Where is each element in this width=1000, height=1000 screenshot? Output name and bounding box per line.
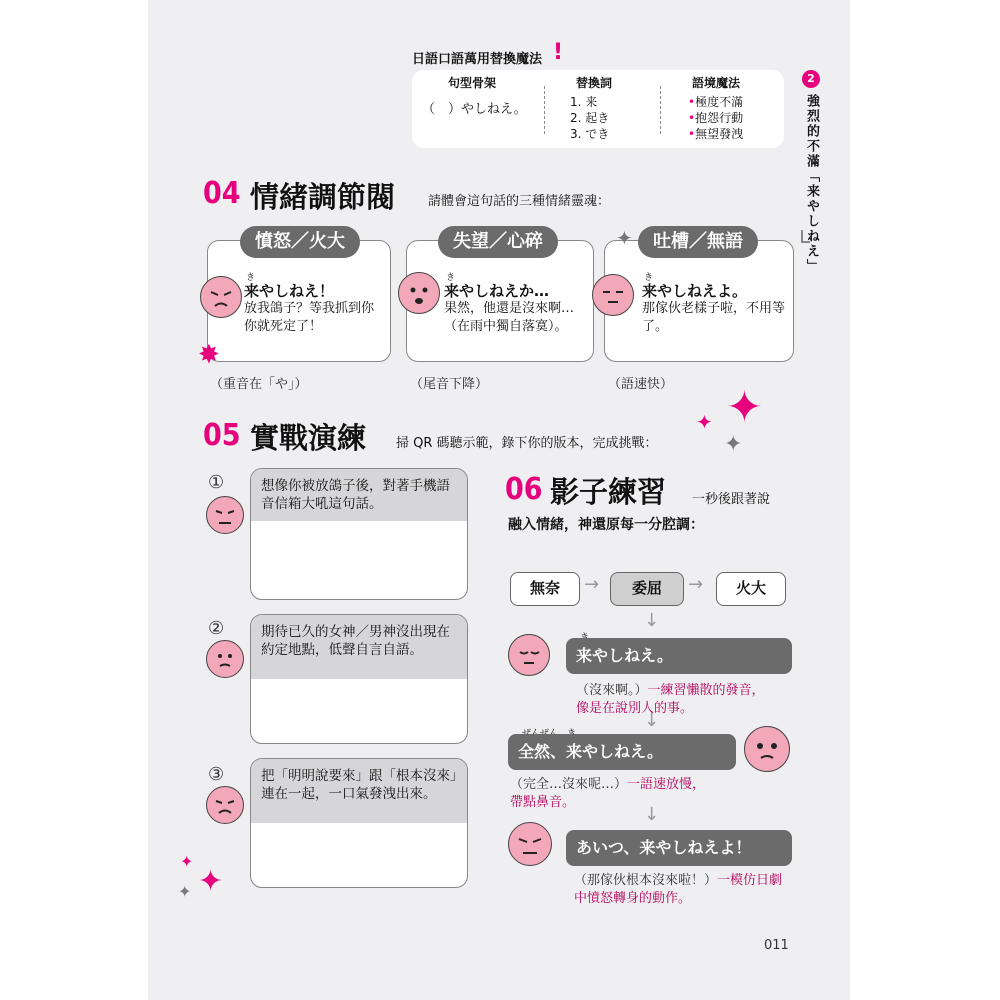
pattern-text: （ ）やしねえ。: [422, 102, 527, 117]
shadow-desc-3: [574, 872, 790, 908]
pill-disappointment: 失望／心碎: [438, 226, 558, 258]
flow-step-aggrieved: 委屈: [610, 572, 684, 606]
col-header-pattern: 句型骨架: [448, 76, 497, 90]
section-04-subtitle: 請體會這句話的三種情緒靈魂：: [428, 194, 611, 209]
section-06-intro: 融入情緒，神還原每一分腔調：: [508, 517, 704, 533]
pill-speechless: 吐槽／無語: [638, 226, 758, 258]
card-anger-body: 放我鴿子？等我抓到你你就死定了！: [244, 301, 375, 334]
practice-box-3[interactable]: [250, 758, 468, 888]
shadow-desc-1-jp: （沒來啊。）: [576, 683, 648, 698]
ruby-ki: き: [246, 273, 256, 283]
arrow-down-icon: ↓: [644, 804, 660, 825]
teary-face-icon: [744, 726, 790, 772]
col-header-replacements: 替換詞: [576, 76, 613, 90]
section-05-number: 05: [203, 418, 241, 453]
item-number: ①: [208, 472, 225, 493]
corner-bracket-icon: [800, 228, 812, 244]
arrow-right-icon: →: [688, 574, 704, 595]
sparkle-icon: ✦: [180, 852, 194, 871]
section-05-subtitle: 掃 QR 碼聽示範，錄下你的版本，完成挑戰：: [396, 436, 658, 451]
angry-face-icon: [206, 786, 244, 824]
shadow-line-1: 来やしねえ。: [566, 638, 792, 674]
chapter-badge: 2: [802, 70, 820, 88]
card-disappointment-body: 果然，他還是沒來啊…（在雨中獨自落寞）。: [444, 301, 575, 334]
shadow-desc-3-tip: 一模仿日劇: [717, 873, 783, 888]
shy-face-icon: [206, 640, 244, 678]
context-3: 無望發洩: [695, 127, 744, 141]
shadow-desc-3-tip2: 中憤怒轉身的動作。: [574, 891, 692, 906]
arrow-right-icon: →: [584, 574, 600, 595]
col-header-contexts: 語境魔法: [692, 76, 741, 90]
card-anger-phrase: 来やしねえ！: [244, 282, 335, 300]
practice-prompt-3: 把「明明說要來」跟「根本沒來」連在一起，一口氣發洩出來。: [251, 759, 467, 823]
divider: [660, 86, 661, 134]
shadow-desc-2-tip2: 帶點鼻音。: [510, 795, 576, 810]
shadow-desc-2: [510, 776, 740, 812]
sparkle-icon: ✦: [726, 382, 763, 433]
furious-face-icon: [508, 822, 552, 866]
replacement-2: 2. 起き: [570, 111, 610, 125]
arrow-down-icon: ↓: [644, 710, 660, 731]
divider: [544, 86, 545, 134]
card-anger-note: （重音在「や」）: [210, 377, 308, 392]
bullet-icon: •: [688, 95, 696, 109]
context-2: 抱怨行動: [695, 111, 744, 125]
card-speechless-body: 那傢伙老樣子啦，不用等了。: [642, 301, 786, 334]
header-title: 日語口語萬用替換魔法: [412, 52, 543, 67]
sparkle-icon: ✦: [178, 882, 192, 901]
section-04-title: 情緒調節閥: [250, 180, 396, 214]
replacement-1: 1. 来: [570, 95, 598, 109]
shadow-line-2: 全然、来やしねえ。: [508, 734, 736, 770]
burst-icon: ✸: [198, 340, 220, 370]
practice-box-1[interactable]: [250, 468, 468, 600]
deadpan-face-icon: [592, 274, 634, 316]
shadow-line-3: あいつ、来やしねえよ！: [566, 830, 792, 866]
bullet-icon: •: [688, 111, 696, 125]
page-number: 011: [764, 938, 789, 953]
card-speechless-phrase: 来やしねえよ。: [642, 282, 748, 300]
sparkle-icon: ✦: [616, 226, 633, 250]
item-number: ②: [208, 618, 225, 639]
shadow-desc-1-tip: 一練習懶散的發音，: [647, 683, 765, 698]
flow-step-resigned: 無奈: [510, 572, 580, 606]
card-disappointment-phrase: 来やしねえか…: [444, 282, 550, 300]
sparkle-icon: ✦: [696, 410, 713, 434]
section-05-title: 實戰演練: [250, 421, 367, 455]
flow-step-furious: 火大: [716, 572, 786, 606]
shadow-desc-3-jp: （那傢伙根本沒來啦！）: [574, 873, 718, 888]
angry-face-icon: [206, 496, 244, 534]
pattern-table: [412, 70, 784, 148]
section-06-title: 影子練習: [550, 475, 667, 509]
replacement-3: 3. でき: [570, 127, 610, 141]
arrow-down-icon: ↓: [644, 610, 660, 631]
header-exclaim: !: [553, 40, 564, 65]
ruby-ki: き: [446, 273, 456, 283]
section-04-number: 04: [203, 176, 241, 211]
item-number: ③: [208, 764, 225, 785]
card-speechless-note: （語速快）: [608, 377, 674, 392]
bullet-icon: •: [688, 127, 696, 141]
ruby-ki: き: [644, 273, 654, 283]
shadow-desc-1: [576, 682, 786, 718]
sparkle-icon: ✦: [724, 432, 743, 457]
section-06-subtitle: 一秒後跟著說: [692, 492, 771, 507]
shadow-desc-1-tip2: 像是在說別人的事。: [576, 701, 694, 716]
context-1: 極度不滿: [695, 95, 744, 109]
angry-face-icon: [200, 276, 242, 318]
practice-prompt-1: 想像你被放鴿子後，對著手機語音信箱大吼這句話。: [251, 469, 467, 521]
practice-prompt-2: 期待已久的女神／男神沒出現在約定地點，低聲自言自語。: [251, 615, 467, 679]
card-disappointment-note: （尾音下降）: [410, 377, 489, 392]
pill-anger: 憤怒／火大: [240, 226, 360, 258]
chapter-title-vertical: 強烈的不滿「来やしねえ」: [804, 94, 819, 274]
resigned-face-icon: [508, 634, 550, 676]
shadow-desc-2-jp: （完全…沒來呢…）: [510, 777, 628, 792]
sad-face-icon: [398, 272, 440, 314]
section-06-number: 06: [505, 472, 543, 507]
practice-box-2[interactable]: [250, 614, 468, 744]
sparkle-icon: ✦: [198, 864, 224, 899]
shadow-desc-2-tip: 一語速放慢，: [627, 777, 706, 792]
